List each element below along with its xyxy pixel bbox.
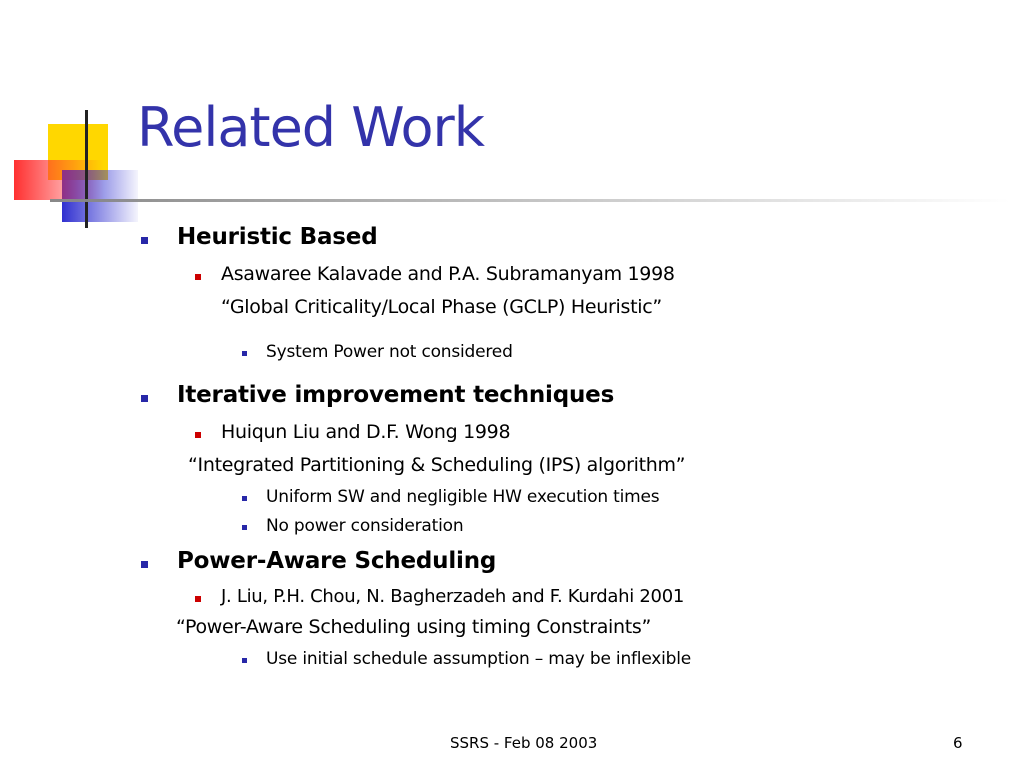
note-item [266, 516, 463, 536]
note-text: No power consideration [266, 516, 464, 536]
square-bullet-icon [141, 395, 148, 402]
square-bullet-icon [141, 237, 148, 244]
red-gradient-bar [14, 160, 104, 200]
square-bullet-icon [195, 432, 201, 438]
note-text: Uniform SW and negligible HW execution times [266, 487, 660, 507]
paper-title: “Power-Aware Scheduling using timing Constraints” [176, 616, 652, 638]
reference-authors: Huiqun Liu and D.F. Wong 1998 [221, 421, 511, 443]
section-heading: Power-Aware Scheduling [177, 548, 497, 574]
reference-item [221, 585, 684, 607]
square-bullet-icon [242, 525, 247, 530]
vertical-rule [85, 110, 88, 228]
footer-text: SSRS - Feb 08 2003 [450, 734, 598, 752]
note-item [266, 342, 513, 362]
reference-authors: J. Liu, P.H. Chou, N. Bagherzadeh and F. Kurdahi 2001 [221, 586, 684, 607]
page-number: 6 [953, 734, 963, 752]
note-text: Use initial schedule assumption – may be inflexible [266, 649, 692, 669]
note-item [266, 487, 659, 507]
bullet-heuristic-based [177, 224, 377, 250]
square-bullet-icon [195, 274, 201, 280]
reference-item [221, 421, 510, 443]
reference-item [221, 263, 675, 285]
slide-title: Related Work [137, 96, 484, 159]
paper-title: “Global Criticality/Local Phase (GCLP) Heuristic” [221, 296, 662, 318]
section-heading: Heuristic Based [177, 224, 378, 250]
square-bullet-icon [195, 596, 201, 602]
note-item [266, 649, 691, 669]
note-text: System Power not considered [266, 342, 513, 362]
square-bullet-icon [242, 658, 247, 663]
square-bullet-icon [242, 496, 247, 501]
horizontal-rule [50, 199, 1010, 202]
paper-title: “Integrated Partitioning & Scheduling (IPS) algorithm” [188, 454, 686, 476]
section-heading: Iterative improvement techniques [177, 382, 615, 408]
square-bullet-icon [242, 351, 247, 356]
reference-authors: Asawaree Kalavade and P.A. Subramanyam 1998 [221, 263, 675, 285]
square-bullet-icon [141, 561, 148, 568]
bullet-power-aware-scheduling [177, 548, 496, 574]
bullet-iterative-improvement [177, 382, 614, 408]
